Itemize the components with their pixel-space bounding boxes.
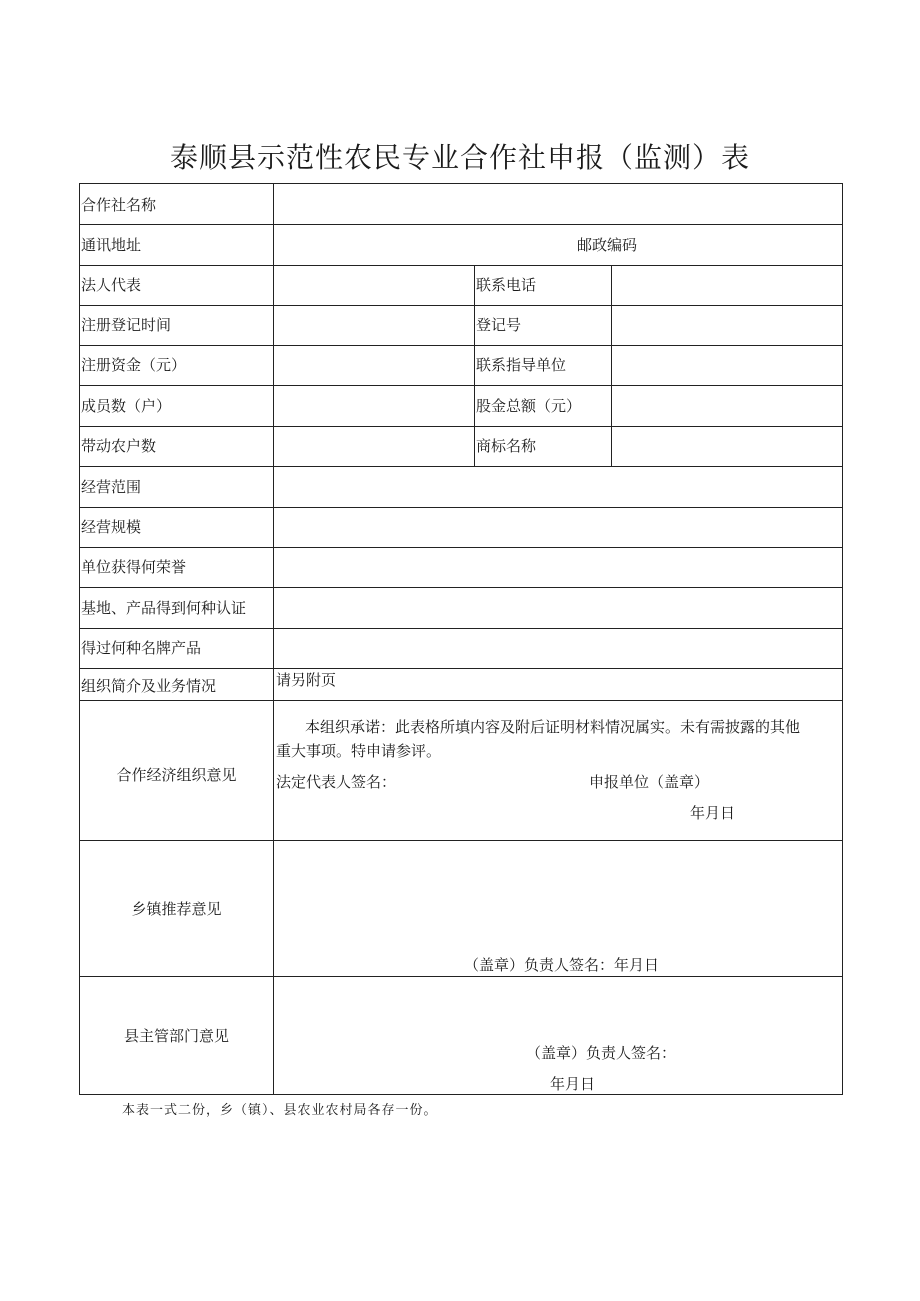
reg-no-field[interactable] [613,306,841,344]
reg-no-label: 登记号 [476,316,522,334]
coop-opinion-label: 合作经济组织意见 [116,766,237,784]
capital-label: 注册资金（元） [81,356,187,374]
honors-label: 单位获得何荣誉 [81,558,187,576]
brand-field[interactable] [275,629,841,667]
town-opinion-label: 乡镇推荐意见 [131,900,222,918]
members-label: 成员数（户） [81,397,172,415]
legal-rep-signature: 法定代表人签名： [276,773,397,791]
applicant-seal: 申报单位（盖章） [589,773,710,791]
county-opinion-label: 县主管部门意见 [123,1027,229,1045]
guide-unit-label: 联系指导单位 [476,356,567,374]
coop-date: 年月日 [690,804,736,822]
intro-label: 组织简介及业务情况 [81,677,217,695]
cooperative-name-label: 合作社名称 [81,196,157,214]
legal-rep-label: 法人代表 [81,276,142,294]
reg-time-field[interactable] [275,306,473,344]
farmers-label: 带动农户数 [81,437,157,455]
footnote: 本表一式二份，乡（镇）、县农业农村局各存一份。 [122,1103,438,1118]
postcode-field[interactable] [650,226,840,264]
pledge-line-2: 重大事项。特申请参评。 [276,742,442,760]
brand-label: 得过何种名牌产品 [81,639,202,657]
pledge-line-1: 本组织承诺：此表格所填内容及附后证明材料情况属实。未有需披露的其他 [305,718,801,736]
application-form-table [79,183,843,1095]
farmers-field[interactable] [275,427,473,465]
intro-value: 请另附页 [276,671,337,689]
shares-label: 股金总额（元） [476,397,582,415]
town-signature: （盖章）负责人签名：年月日 [464,956,660,974]
capital-field[interactable] [275,346,473,384]
phone-field[interactable] [613,266,841,304]
certification-label: 基地、产品得到何种认证 [81,599,247,617]
county-date: 年月日 [550,1075,596,1093]
trademark-label: 商标名称 [476,437,537,455]
reg-time-label: 注册登记时间 [81,316,172,334]
postcode-label: 邮政编码 [577,236,638,254]
phone-label: 联系电话 [476,276,537,294]
trademark-field[interactable] [613,427,841,465]
address-label: 通讯地址 [81,236,142,254]
cooperative-name-field[interactable] [275,185,841,223]
scope-label: 经营范围 [81,478,142,496]
scale-field[interactable] [275,508,841,546]
address-field[interactable] [275,226,575,264]
legal-rep-field[interactable] [275,266,473,304]
scale-label: 经营规模 [81,518,142,536]
members-field[interactable] [275,387,473,425]
guide-unit-field[interactable] [613,346,841,384]
scope-field[interactable] [275,468,841,506]
county-signature: （盖章）负责人签名： [526,1044,677,1062]
certification-field[interactable] [275,589,841,627]
page-title: 泰顺县示范性农民专业合作社申报（监测）表 [169,141,750,174]
shares-field[interactable] [613,387,841,425]
honors-field[interactable] [275,548,841,586]
